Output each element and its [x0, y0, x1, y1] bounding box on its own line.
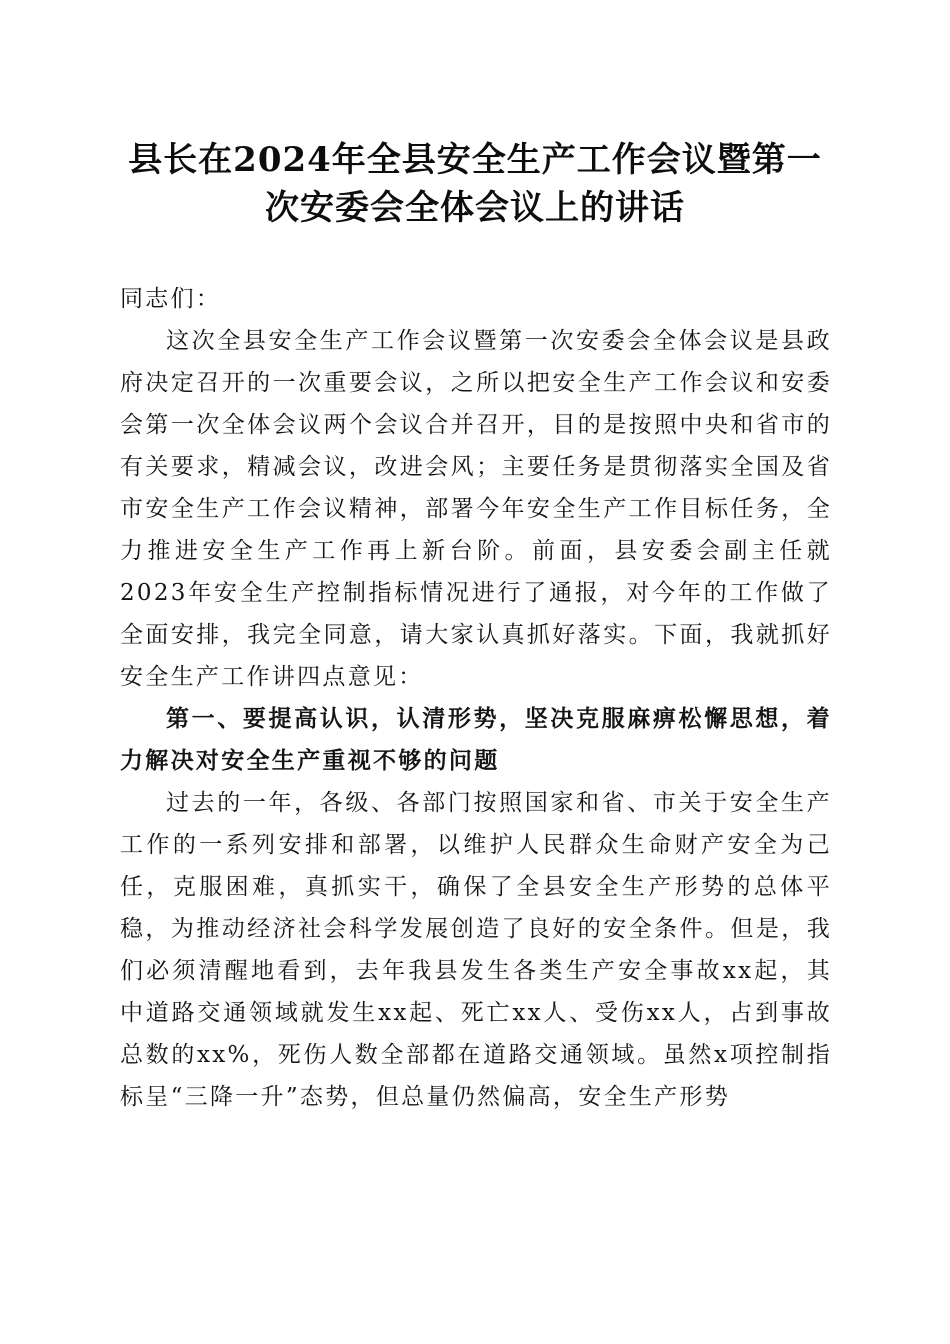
title-line-2: 次安委会全体会议上的讲话 — [265, 188, 685, 228]
paragraph-intro: 这次全县安全生产工作会议暨第一次安委会全体会议是县政府决定召开的一次重要会议，之所以把安全生产工作会议和安委会第一次全体会议两个会议合并召开，目的是按照中央和省市的有关要求，精减会议，改进会风；主要任务是贯彻落实全国及省市安全生产工作会议精神，部署今年安全生产工作目标任务，全力推进安全生产工作再上新台阶。前面，县安委会副主任就2023年安全生产控制指标情况进行了通报，对今年的工作做了全面安排，我完全同意，请大家认真抓好落实。下面，我就抓好安全生产工作讲四点意见： — [120, 328, 832, 690]
paragraph-section-1: 过去的一年，各级、各部门按照国家和省、市关于安全生产工作的一系列安排和部署，以维护人民群众生命财产安全为己任，克服困难，真抓实干，确保了全县安全生产形势的总体平稳，为推动经济社会科学发展创造了良好的安全条件。但是，我们必须清醒地看到，去年我县发生各类生产安全事故xx起，其中道路交通领域就发生xx起、死亡xx人、受伤xx人，占到事故总数的xx%，死伤人数全部都在道路交通领域。虽然x项控制指标呈“三降一升”态势，但总量仍然偏高，安全生产形势 — [120, 790, 832, 1110]
section-heading-1: 第一、要提高认识，认清形势，坚决克服麻痹松懈思想，着力解决对安全生产重视不够的问题 — [120, 705, 832, 774]
document-title — [100, 136, 850, 232]
salutation: 同志们： — [120, 286, 222, 312]
title-line-1: 县长在2024年全县安全生产工作会议暨第一 — [128, 140, 822, 180]
document-body — [120, 278, 832, 1118]
